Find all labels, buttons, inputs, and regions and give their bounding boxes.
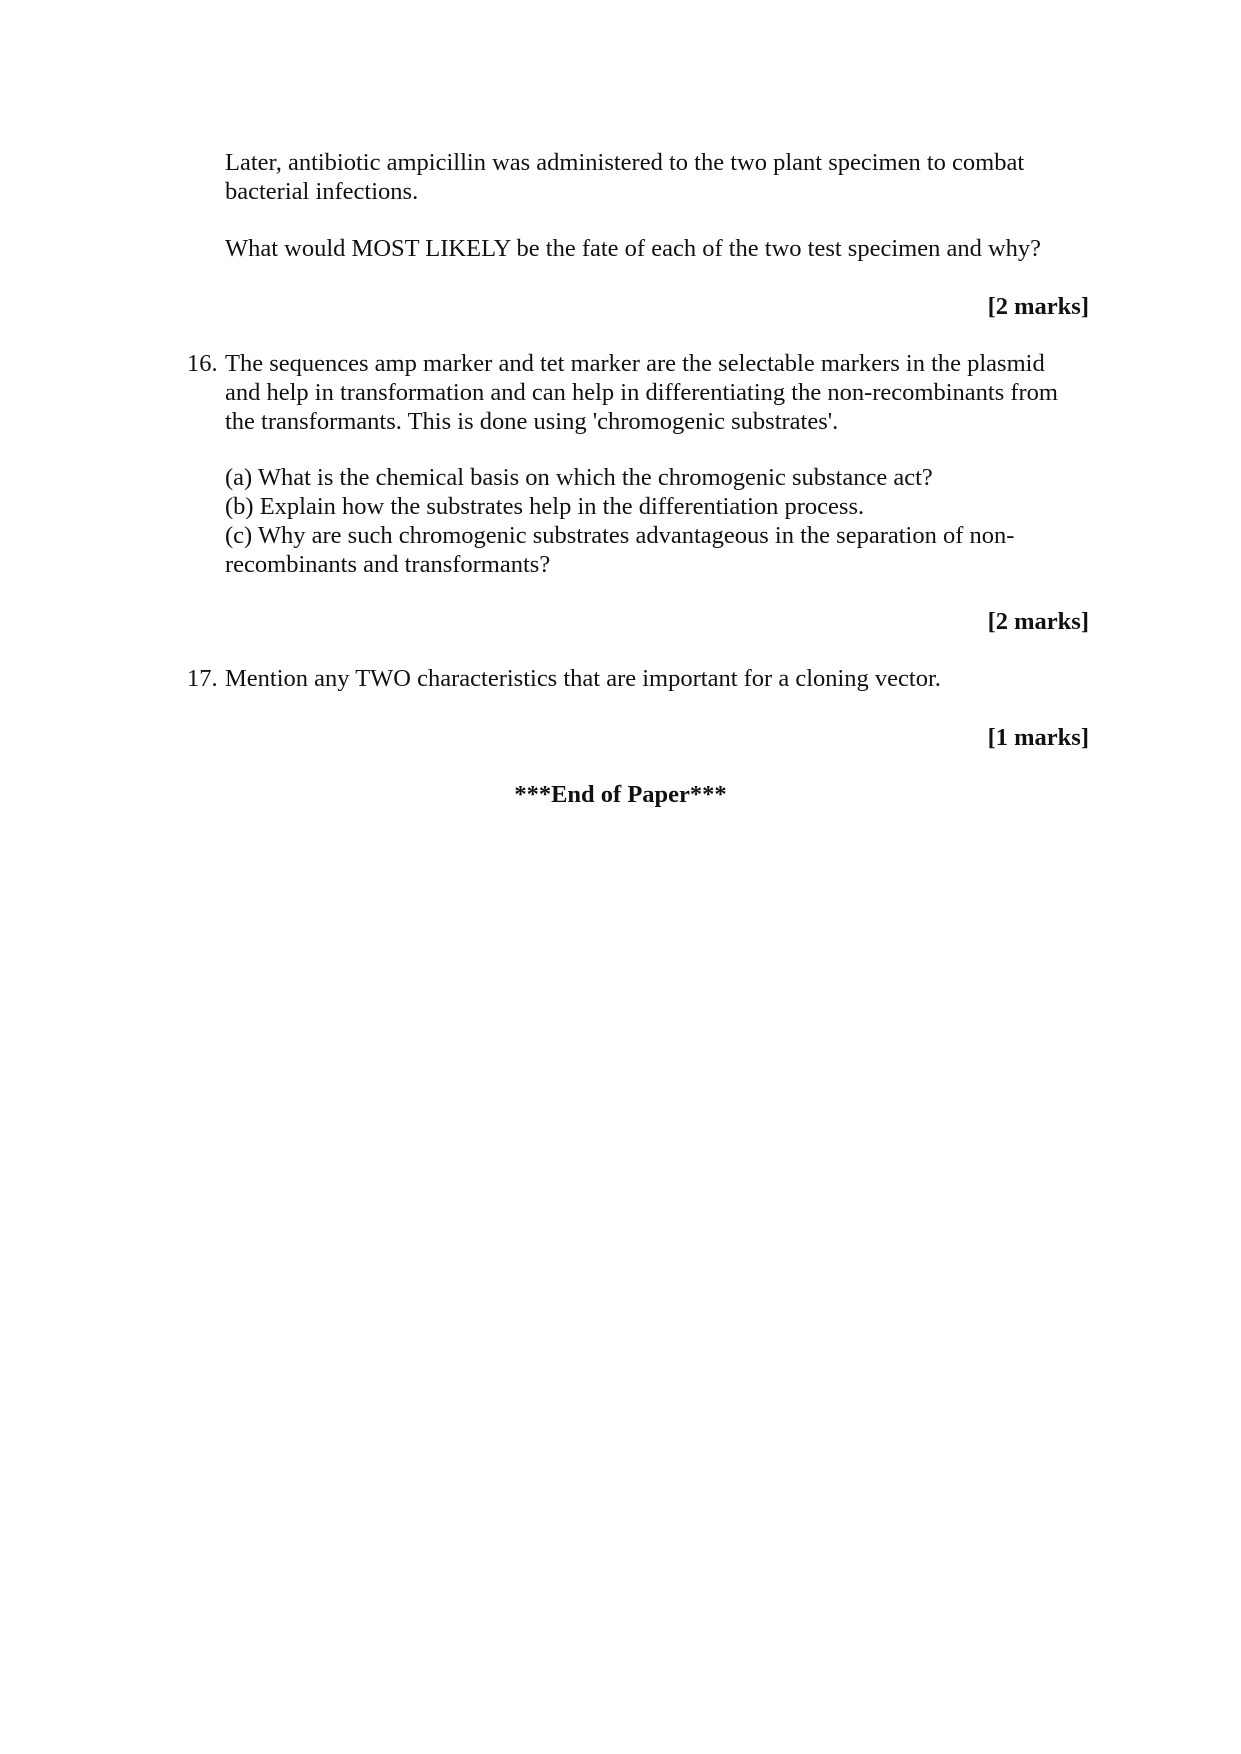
intro-line: bacterial infections. (225, 178, 419, 205)
question-16-part-b: (b) Explain how the substrates help in the differentiation process. (225, 493, 865, 520)
question-number-17: 17. (187, 665, 218, 692)
question-17-text: Mention any TWO characteristics that are important for a cloning vector. (225, 665, 941, 692)
question-16-line: the transformants. This is done using 'chromogenic substrates'. (225, 408, 839, 435)
intro-line: Later, antibiotic ampicillin was administered to the two plant specimen to combat (225, 149, 1025, 176)
question-number-16: 16. (187, 350, 218, 377)
marks-label-q16: [2 marks] (987, 608, 1089, 635)
question-16-part-a: (a) What is the chemical basis on which the chromogenic substance act? (225, 464, 933, 491)
marks-label-q17: [1 marks] (987, 724, 1089, 751)
marks-label-q15: [2 marks] (987, 293, 1089, 320)
question-16-line: and help in transformation and can help in differentiating the non-recombinants from (225, 379, 1058, 406)
question-16-part-c-cont: recombinants and transformants? (225, 551, 551, 578)
question-16-parts (225, 463, 1105, 579)
question-16-line: The sequences amp marker and tet marker are the selectable markers in the plasmid (225, 350, 1045, 377)
question-16-part-c: (c) Why are such chromogenic substrates advantageous in the separation of non- (225, 522, 1015, 549)
intro-question: What would MOST LIKELY be the fate of each of the two test specimen and why? (225, 235, 1042, 262)
question-16-text (225, 349, 1105, 436)
end-of-paper: ***End of Paper*** (514, 781, 727, 808)
intro-paragraph (225, 148, 1105, 206)
